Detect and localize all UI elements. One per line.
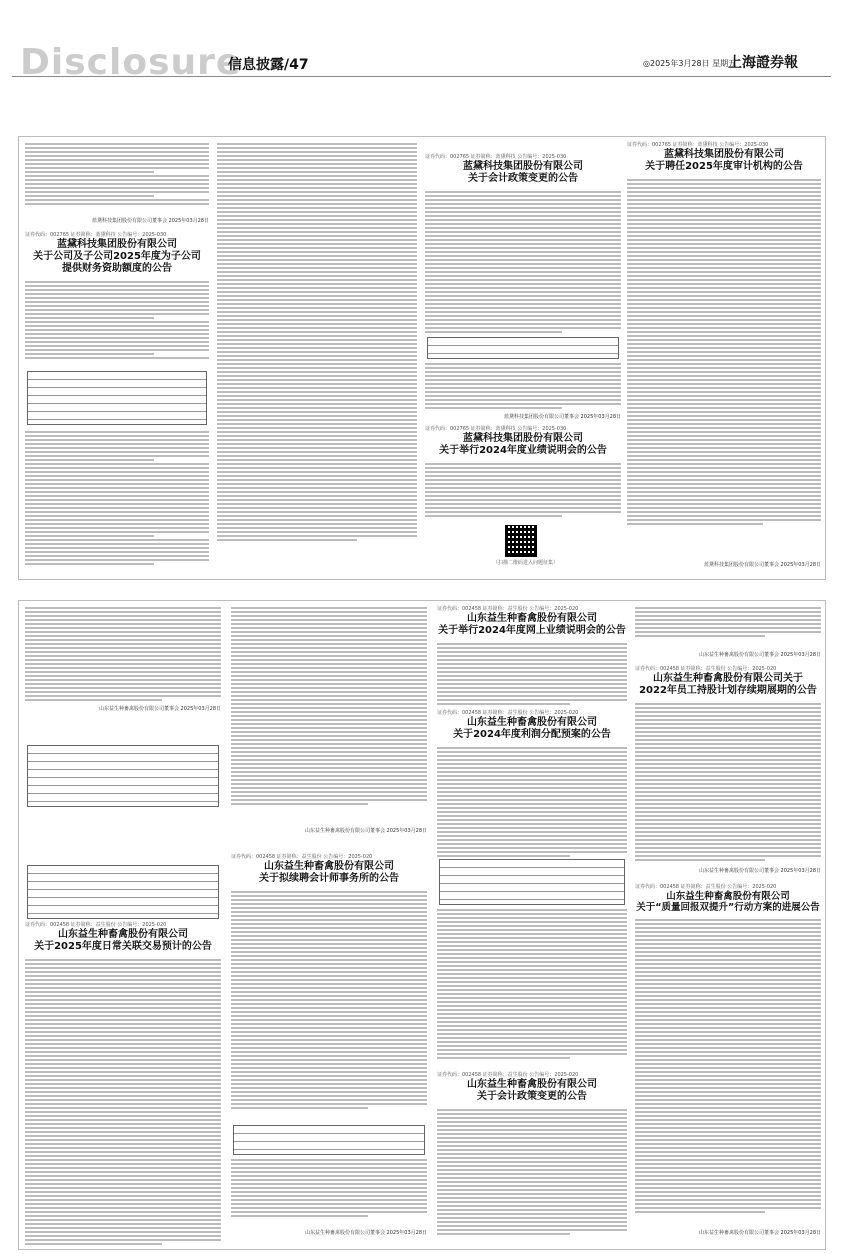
body-text xyxy=(425,191,621,335)
notice-title xyxy=(425,433,621,457)
body-text xyxy=(635,703,821,863)
title-line: 关于拟续聘会计师事务所的公告 xyxy=(259,873,399,884)
title-line: 关于“质量回报双提升”行动方案的进展公告 xyxy=(636,902,820,914)
notice-title xyxy=(231,861,427,885)
body-text xyxy=(627,179,821,527)
title-line: 关于会计政策变更的公告 xyxy=(468,173,578,184)
notice-title xyxy=(437,613,627,637)
lande-column-3 xyxy=(425,141,621,575)
section-label: 信息披露 xyxy=(228,57,284,73)
body-text xyxy=(437,1109,627,1237)
lower-sheet xyxy=(18,600,826,1250)
body-text xyxy=(231,891,427,1111)
title-line: 关于2024年度利润分配预案的公告 xyxy=(453,729,611,740)
yisheng-column-2 xyxy=(231,605,427,1245)
company-name: 山东益生种畜禽股份有限公司关于 xyxy=(653,673,803,684)
body-text xyxy=(231,1159,427,1219)
body-text xyxy=(635,607,821,639)
stock-code-line: 证券代码：002458 证券简称：益生股份 公告编号：2025-020 xyxy=(25,922,167,928)
data-table xyxy=(27,371,207,425)
signature: 山东益生种畜禽股份有限公司董事会 2025年03月28日 xyxy=(698,1230,821,1236)
lande-column-1 xyxy=(25,141,209,575)
title-line: 2022年员工持股计划存续期展期的公告 xyxy=(639,685,817,696)
data-table xyxy=(427,337,619,359)
body-text xyxy=(425,363,621,411)
notice-title xyxy=(25,929,221,953)
body-text xyxy=(437,643,627,707)
data-table xyxy=(439,859,625,905)
notice-title xyxy=(25,239,209,275)
title-line: 关于聘任2025年度审计机构的公告 xyxy=(645,161,803,172)
signature: 山东益生种畜禽股份有限公司董事会 2025年03月28日 xyxy=(698,868,821,874)
lande-column-4 xyxy=(627,141,821,575)
notice-title xyxy=(635,673,821,697)
stock-code-line: 证券代码：002458 证券简称：益生股份 公告编号：2025-020 xyxy=(437,606,579,612)
stock-code-line: 证券代码：002458 证券简称：益生股份 公告编号：2025-020 xyxy=(437,1072,579,1078)
company-name: 蓝黛科技集团股份有限公司 xyxy=(463,433,583,444)
company-name: 山东益生种畜禽股份有限公司 xyxy=(58,929,188,940)
title-line: 提供财务资助额度的公告 xyxy=(62,263,172,274)
yisheng-column-1 xyxy=(25,605,221,1245)
yisheng-column-3 xyxy=(437,605,627,1245)
title-line: 关于公司及子公司2025年度为子公司 xyxy=(33,251,201,262)
stock-code-line: 证券代码：002458 证券简称：益生股份 公告编号：2025-020 xyxy=(635,884,777,890)
signature: 山东益生种畜禽股份有限公司董事会 2025年03月28日 xyxy=(304,828,427,834)
header-rule xyxy=(12,76,831,77)
data-table xyxy=(27,865,219,919)
signature: 山东益生种畜禽股份有限公司董事会 2025年03月28日 xyxy=(304,1230,427,1236)
stock-code-line: 证券代码：002765 证券简称：蓝黛科技 公告编号：2025-030 xyxy=(25,232,167,238)
company-name: 蓝黛科技集团股份有限公司 xyxy=(57,239,177,250)
company-name: 山东益生种畜禽股份有限公司 xyxy=(467,717,597,728)
body-text xyxy=(231,607,427,807)
stock-code-line: 证券代码：002765 证券简称：蓝黛科技 公告编号：2025-030 xyxy=(425,154,567,160)
title-line: 关于会计政策变更的公告 xyxy=(477,1091,587,1102)
section-title xyxy=(228,54,309,74)
stock-code-line: 证券代码：002765 证券简称：蓝黛科技 公告编号：2025-030 xyxy=(627,142,769,148)
page-number: /47 xyxy=(284,57,309,73)
title-line: 关于举行2024年度业绩说明会的公告 xyxy=(439,445,607,456)
body-text xyxy=(25,431,209,567)
masthead-disclosure: Disclosure xyxy=(20,42,242,83)
qr-code[interactable] xyxy=(505,525,537,557)
stock-code-line: 证券代码：002765 证券简称：蓝黛科技 公告编号：2025-030 xyxy=(425,426,567,432)
yisheng-column-4 xyxy=(635,605,821,1245)
notice-title xyxy=(635,891,821,914)
notice-title xyxy=(425,161,621,185)
signature: 山东益生种畜禽股份有限公司董事会 2025年03月28日 xyxy=(698,652,821,658)
stock-code-line: 证券代码：002458 证券简称：益生股份 公告编号：2025-020 xyxy=(437,710,579,716)
newspaper-brand: 上海證券報 xyxy=(728,55,798,71)
stock-code-line: 证券代码：002458 证券简称：益生股份 公告编号：2025-020 xyxy=(231,854,373,860)
body-text xyxy=(25,143,209,207)
body-text xyxy=(217,143,417,543)
notice-title xyxy=(437,1079,627,1103)
body-text xyxy=(25,607,221,703)
company-name: 山东益生种畜禽股份有限公司 xyxy=(467,1079,597,1090)
notice-title xyxy=(627,149,821,173)
company-name: 蓝黛科技集团股份有限公司 xyxy=(664,149,784,160)
signature: 蓝黛科技集团股份有限公司董事会 2025年03月28日 xyxy=(91,218,209,224)
notice-title xyxy=(437,717,627,741)
company-name: 山东益生种畜禽股份有限公司 xyxy=(467,613,597,624)
title-line: 关于2025年度日常关联交易预计的公告 xyxy=(34,941,212,952)
body-text xyxy=(437,909,627,1061)
body-text xyxy=(25,281,209,361)
stock-code-line: 证券代码：002458 证券简称：益生股份 公告编号：2025-020 xyxy=(635,666,777,672)
body-text xyxy=(635,919,821,1215)
issue-date: ◎2025年3月28日 星期五 xyxy=(643,59,737,68)
upper-sheet xyxy=(18,136,826,580)
body-text xyxy=(25,959,221,1245)
title-line: 关于举行2024年度网上业绩说明会的公告 xyxy=(438,625,626,636)
signature: 蓝黛科技集团股份有限公司董事会 2025年03月28日 xyxy=(503,414,621,420)
page-header xyxy=(0,0,843,92)
company-name: 山东益生种畜禽股份有限公司 xyxy=(666,891,790,902)
signature: 蓝黛科技集团股份有限公司董事会 2025年03月28日 xyxy=(703,562,821,568)
data-table xyxy=(233,1125,425,1155)
qr-caption: （扫描二维码进入问题征集） xyxy=(493,560,559,566)
company-name: 山东益生种畜禽股份有限公司 xyxy=(264,861,394,872)
company-name: 蓝黛科技集团股份有限公司 xyxy=(463,161,583,172)
data-table xyxy=(27,745,219,807)
lande-column-2 xyxy=(217,141,417,575)
signature: 山东益生种畜禽股份有限公司董事会 2025年03月28日 xyxy=(98,706,221,712)
body-text xyxy=(425,463,621,519)
body-text xyxy=(437,747,627,859)
